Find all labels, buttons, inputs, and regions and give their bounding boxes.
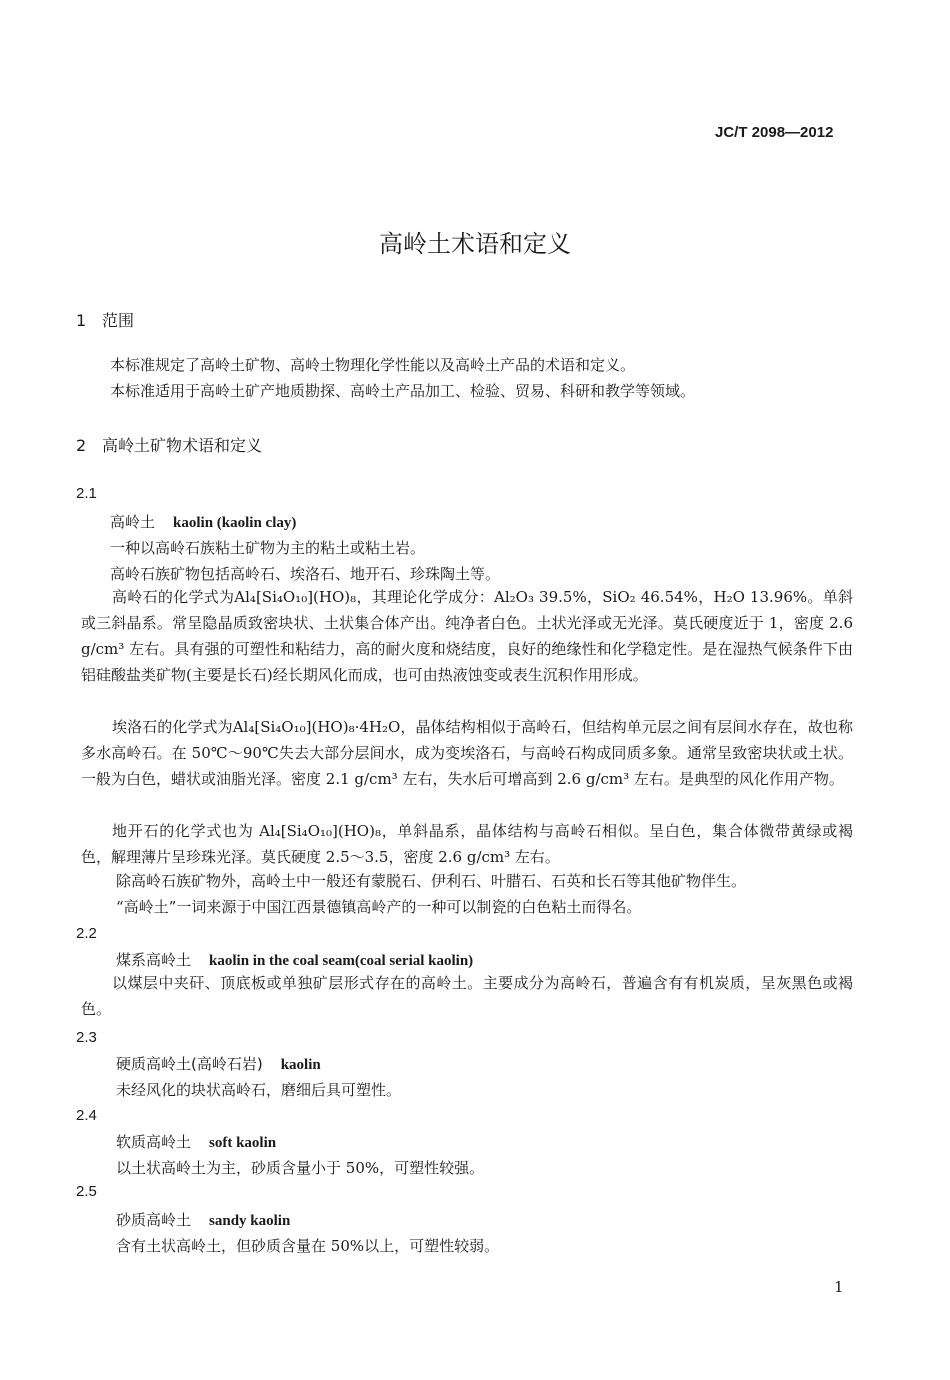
clause-2-1-number: 2.1 — [76, 485, 97, 502]
clause-2-5-term-cn: 砂质高岭土 — [116, 1211, 192, 1229]
clause-2-4-term — [116, 1131, 276, 1152]
scope-paragraph-1: 本标准规定了高岭土矿物、高岭土物理化学性能以及高岭土产品的术语和定义。 — [110, 356, 636, 374]
clause-2-2-term-en: kaolin in the coal seam(coal serial kaolin) — [209, 953, 474, 969]
clause-2-4-term-en: soft kaolin — [209, 1135, 277, 1151]
clause-2-4-definition: 以土状高岭土为主，砂质含量小于 50%，可塑性较强。 — [116, 1159, 485, 1177]
clause-2-1-note-dickite: 地开石的化学式也为 Al₄[Si₄O₁₀](HO)₈，单斜晶系，晶体结构与高岭石相似。呈白色，集合体微带黄绿或褐色，解理薄片呈珍珠光泽。莫氏硬度 2.5～3.5，密度 2.6 g/cm³ 左右。 — [81, 822, 853, 866]
clause-2-3-term — [116, 1053, 321, 1074]
clause-2-1-note-1: 高岭石族矿物包括高岭石、埃洛石、地开石、珍珠陶土等。 — [110, 565, 501, 583]
section-2-heading — [76, 433, 262, 456]
clause-2-3-number: 2.3 — [76, 1029, 97, 1046]
clause-2-3-definition: 未经风化的块状高岭石，磨细后具可塑性。 — [116, 1081, 402, 1099]
clause-2-1-definition: 一种以高岭石族粘土矿物为主的粘土或粘土岩。 — [110, 539, 426, 557]
clause-2-1-term-cn: 高岭土 — [110, 513, 156, 531]
clause-2-1-note-origin: “高岭土”一词来源于中国江西景德镇高岭产的一种可以制瓷的白色粘土而得名。 — [116, 898, 642, 916]
clause-2-4-number: 2.4 — [76, 1107, 97, 1124]
section-2-number: 2 — [76, 436, 87, 455]
clause-2-1-term — [110, 511, 296, 532]
clause-2-3-term-cn: 硬质高岭土(高岭石岩) — [116, 1055, 263, 1073]
clause-2-1-note-kaolinite: 高岭石的化学式为Al₄[Si₄O₁₀](HO)₈，其理论化学成分：Al₂O₃ 39.5%，SiO₂ 46.54%，H₂O 13.96%。单斜或三斜晶系。常呈隐晶质致密块状、土状集合体产出。纯净者白色。土状光泽或无光泽。莫氏硬度近于 1，密度 2.6 g/cm³ 左右。具有强的可塑性和粘结力，高的耐火度和烧结度，良好的绝缘性和化学稳定性。是在湿热气候条件下由铝硅酸盐类矿物(主要是长石)经长期风化而成，也可由热液蚀变或表生沉积作用形成。 — [81, 588, 853, 684]
clause-2-5-definition: 含有土状高岭土，但砂质含量在 50%以上，可塑性较弱。 — [116, 1237, 500, 1255]
clause-2-1-note-halloysite: 埃洛石的化学式为Al₄[Si₄O₁₀](HO)₈·4H₂O，晶体结构相似于高岭石，但结构单元层之间有层间水存在，故也称多水高岭石。在 50℃～90℃失去大部分层间水，成为变埃洛石，与高岭石构成同质多象。通常呈致密块状或土状。一般为白色，蜡状或油脂光泽。密度 2.1 g/cm³ 左右，失水后可增高到 2.6 g/cm³ 左右。是典型的风化作用产物。 — [81, 718, 853, 788]
clause-2-2-term — [116, 949, 473, 970]
clause-2-2-term-cn: 煤系高岭土 — [116, 951, 192, 969]
document-title: 高岭土术语和定义 — [379, 230, 571, 258]
section-1-number: 1 — [76, 311, 87, 330]
section-1-heading — [76, 308, 134, 331]
section-2-title: 高岭土矿物术语和定义 — [102, 436, 263, 455]
clause-2-3-term-en: kaolin — [280, 1057, 321, 1073]
clause-2-2-definition: 以煤层中夹矸、顶底板或单独矿层形式存在的高岭土。主要成分为高岭石，普遍含有有机炭质，呈灰黑色或褐色。 — [81, 974, 853, 1018]
section-1-title: 范围 — [102, 311, 135, 330]
clause-2-4-term-cn: 软质高岭土 — [116, 1133, 192, 1151]
clause-2-5-term — [116, 1209, 290, 1230]
scope-paragraph-2: 本标准适用于高岭土矿产地质勘探、高岭土产品加工、检验、贸易、科研和教学等领域。 — [110, 382, 696, 400]
standard-code: JC/T 2098—2012 — [715, 124, 834, 141]
clause-2-1-term-en: kaolin (kaolin clay) — [173, 515, 297, 531]
page-number: 1 — [834, 1278, 844, 1296]
clause-2-5-number: 2.5 — [76, 1183, 97, 1200]
clause-2-5-term-en: sandy kaolin — [209, 1213, 291, 1229]
clause-2-1-note-associated: 除高岭石族矿物外，高岭土中一般还有蒙脱石、伊利石、叶腊石、石英和长石等其他矿物伴生。 — [116, 872, 747, 890]
clause-2-2-number: 2.2 — [76, 925, 97, 942]
